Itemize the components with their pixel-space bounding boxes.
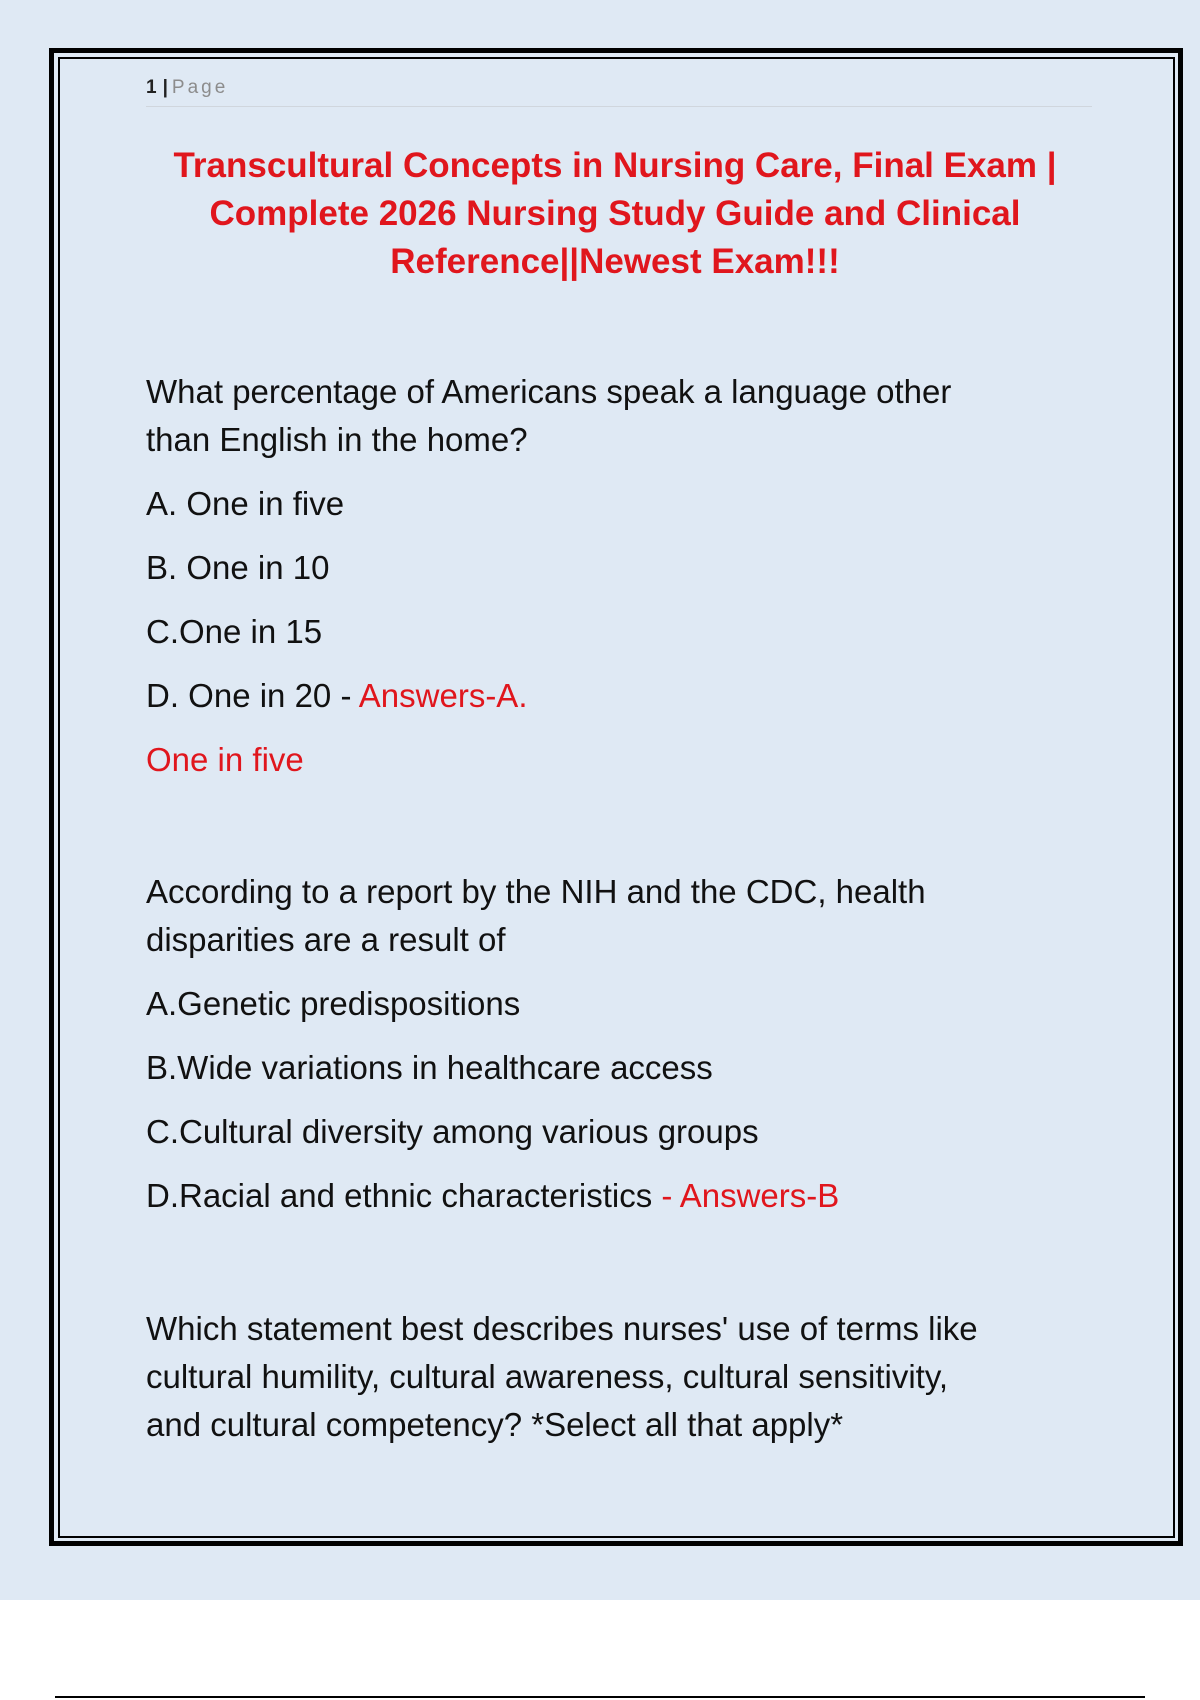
option-d-text: D. One in 20 - xyxy=(146,677,359,714)
answer-text: One in five xyxy=(146,741,304,778)
question-stem-line-1: What percentage of Americans speak a language other xyxy=(146,373,952,410)
answer-key: Answers-A. xyxy=(358,677,528,714)
page-separator: | xyxy=(162,77,168,98)
question-stem-line-2: than English in the home? xyxy=(146,421,528,458)
question-stem xyxy=(146,1305,1106,1449)
option-c: C.Cultural diversity among various groups xyxy=(146,1113,759,1150)
option-d xyxy=(146,664,1106,728)
option-b: B. One in 10 xyxy=(146,549,330,586)
footer-rule xyxy=(55,1696,1145,1698)
question-stem-line-3: and cultural competency? *Select all that apply* xyxy=(146,1406,844,1443)
title-line-2: Complete 2026 Nursing Study Guide and Clinical xyxy=(209,194,1021,233)
question-stem xyxy=(146,868,1106,964)
question-3 xyxy=(146,1305,1106,1449)
option-c: C.One in 15 xyxy=(146,613,323,650)
question-stem-line-2: disparities are a result of xyxy=(146,921,506,958)
question-stem-line-2: cultural humility, cultural awareness, cultural sensitivity, xyxy=(146,1358,949,1395)
document-title xyxy=(110,142,1120,286)
title-line-3: Reference||Newest Exam!!! xyxy=(390,242,840,281)
option-d xyxy=(146,1164,1106,1228)
option-a: A. One in five xyxy=(146,485,345,522)
page-label: Page xyxy=(171,77,229,98)
page-number: 1 xyxy=(146,77,157,98)
question-2 xyxy=(146,868,1106,1228)
option-b: B.Wide variations in healthcare access xyxy=(146,1049,713,1086)
option-d-text: D.Racial and ethnic characteristics xyxy=(146,1177,653,1214)
title-line-1: Transcultural Concepts in Nursing Care, Final Exam | xyxy=(173,146,1057,185)
page-header xyxy=(146,76,1092,107)
question-1 xyxy=(146,368,1106,792)
answer-key: - Answers-B xyxy=(652,1177,840,1214)
question-stem xyxy=(146,368,1106,464)
question-stem-line-1: According to a report by the NIH and the CDC, health xyxy=(146,873,926,910)
option-a: A.Genetic predispositions xyxy=(146,985,521,1022)
question-stem-line-1: Which statement best describes nurses' use of terms like xyxy=(146,1310,978,1347)
